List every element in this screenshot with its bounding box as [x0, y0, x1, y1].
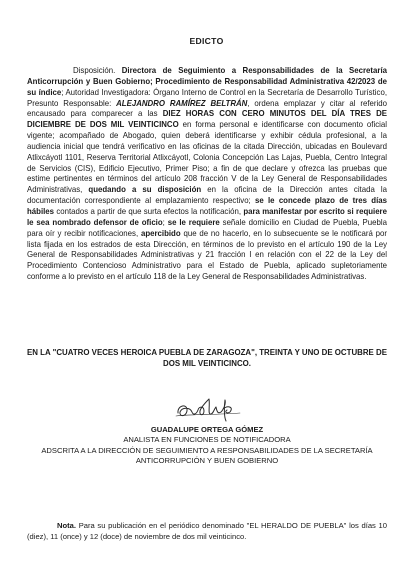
- note-text: Para su publicación en el periódico denominado "EL HERALDO DE PUEBLA" los días 10 (diez), 11 (once) y 12 (doce) de noviembre de dos mil veinticinco.: [27, 521, 387, 541]
- signer-office: ADSCRITA A LA DIRECCIÓN DE SEGUIMIENTO A RESPONSABILIDADES DE LA SECRETARÍA ANTICORRUPCIÓN Y BUEN GOBIERNO: [41, 445, 373, 466]
- body-emphasis: quedando a su disposición: [88, 185, 202, 195]
- body-segment: ;: [162, 217, 168, 227]
- signer-role: ANALISTA EN FUNCIONES DE NOTIFICADORA: [123, 435, 291, 445]
- edict-body: [27, 66, 387, 283]
- signer-name: GUADALUPE ORTEGA GÓMEZ: [150, 425, 264, 434]
- signature-block: [27, 425, 387, 467]
- body-emphasis: se le concede plazo de tres días hábiles: [27, 196, 387, 216]
- body-segment: en forma personal e identificarse con documento oficial vigente; acompañado de Abogado, quien deberá identificarse y exhibir cédula profesional, a la audiencia inicial que tendrá verificativo en las oficinas de la citada Dirección, ubicadas en Boulevard Atlixcáyotl 1101, Reserva Territorial Atlixcáyotl, Colonia Concepción Las Lajas, Puebla, Centro Integral de Servicios (CIS), Edificio Ejecutivo, Primer Piso; a fin de que declare y ofrezca las pruebas que estime pertinentes en términos del artículo 208 fracción V de la Ley General de Responsabilidades Administrativas,: [27, 120, 387, 195]
- closing-place-date: EN LA "CUATRO VECES HEROICA PUEBLA DE ZARAGOZA", TREINTA Y UNO DE OCTUBRE DE DOS MIL VEINTICINCO.: [27, 348, 387, 368]
- document-title: EDICTO: [189, 36, 224, 46]
- hearing-datetime: DIEZ HORAS CON CERO MINUTOS DEL DÍA TRES DE DICIEMBRE DE DOS MIL VEINTICINCO: [27, 109, 388, 130]
- body-segment: en la oficina de la Dirección antes citada la documentación correspondiente al emplazamiento respectivo;: [27, 185, 387, 206]
- body-emphasis: apercibido: [140, 228, 181, 238]
- body-segment: contados a partir de que surta efectos la notificación,: [54, 206, 244, 216]
- body-segment: Disposición.: [73, 66, 122, 75]
- note-label: Nota.: [57, 521, 76, 530]
- respondent-name: ALEJANDRO RAMÍREZ BELTRÁN: [116, 98, 248, 108]
- body-segment: que de no hacerlo, en lo subsecuente se le notificará por lista fijada en los estrados de esta Dirección, en términos de lo previsto en el artículo 190 de la Ley General de Responsabilidades Administrativas y 21 fracción I en relación con el 22 de la Ley del Procedimiento Contencioso Administrativo para el Estado de Puebla, aplicado supletoriamente conforme a lo previsto en el artículo 118 de la Ley General de Responsabilidades Administrativas.: [27, 228, 388, 282]
- publication-note: [27, 520, 387, 542]
- body-emphasis: para manifestar por escrito si requiere le sea nombrado defensor de oficio: [27, 206, 387, 227]
- body-emphasis: se le requiere: [167, 217, 220, 227]
- handwritten-signature: [174, 395, 244, 423]
- body-segment: señale domicilio en Ciudad de Puebla, Puebla para oír y recibir notificaciones,: [27, 217, 387, 238]
- body-segment: , ordena emplazar y citar al referido encausado para comparecer a las: [27, 98, 387, 119]
- authority-heading: Directora de Seguimiento a Responsabilidades de la Secretaría Anticorrupción y Buen Gobierno; Procedimiento de Responsabilidad Administrativa 42/2023 de su índice: [27, 66, 387, 97]
- body-segment: ; Autoridad Investigadora: Órgano Interno de Control en la Secretaría de Desarrollo Turístico, Presunto Responsable:: [27, 87, 387, 108]
